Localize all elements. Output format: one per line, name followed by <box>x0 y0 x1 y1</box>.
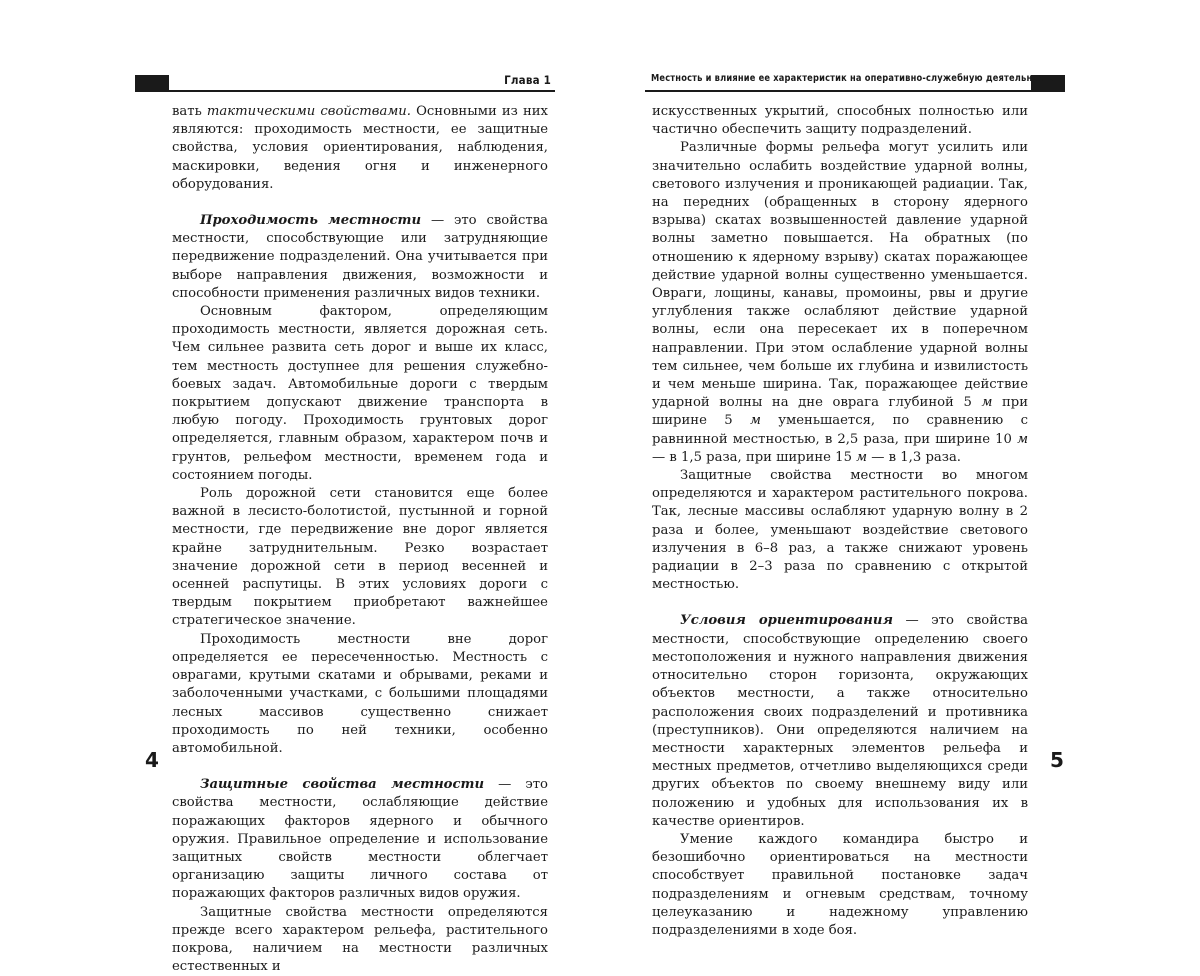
term-heading: Проходимость местности <box>200 213 422 229</box>
term-heading: Защитные свойства местности <box>200 777 485 793</box>
paragraph: искусственных укрытий, способных полностью или частично обеспечить защиту подразделений. <box>652 104 1028 138</box>
paragraph: Умение каждого командира быстро и безошибочно ориентироваться на местности способствует правильной постановке задач подразделениям и огневым средствам, точному целеуказанию и надежному управлению подразделениями в ходе боя. <box>652 831 1028 938</box>
right-running-header <box>645 75 1065 92</box>
unit: м <box>981 395 993 411</box>
text-run: уменьшается, по сравнению с равнинной местностью, в 2,5 раза, при ширине 10 <box>652 413 1028 447</box>
paragraph <box>172 776 548 903</box>
header-block-left <box>135 75 169 90</box>
text-run: — это свойства местности, способствующие определению своего местоположения и нужного направления движения относительно сторон горизонта, окружающих объектов местности, а также относительно расположения своих подразделений и противника (преступников). Они определяются наличием на местности характерных элементов рельефа и местных предметов, отчетливо выделяющихся среди других объектов по своему внешнему виду или положению и удобных для использования их в качестве ориентиров. <box>652 613 1028 829</box>
left-page-text <box>172 103 548 976</box>
paragraph: Защитные свойства местности определяются прежде всего характером рельефа, растительного покрова, наличием на местности различных естественных и <box>172 904 548 975</box>
chapter-title: Глава 1 <box>504 73 551 87</box>
paragraph <box>172 103 548 194</box>
text-run: вать <box>172 104 207 119</box>
paragraph: Защитные свойства местности во многом определяются и характером растительного покрова. Так, лесные массивы ослабляют ударную волну в 2 раза и более, уменьшают воздействие светового излучения в 6–8 раз, а также снижают уровень радиации в 2–3 раза по сравнению с открытой местностью. <box>652 468 1028 593</box>
text-run: Основными из них являются: проходимость местности, ее защитные свойства, условия ориентирования, наблюдения, маскировки, ведения огня и инженерного оборудования. <box>172 104 548 192</box>
text-run: — в 1,5 раза, при ширине 15 <box>652 449 857 465</box>
paragraph: Роль дорожной сети становится еще более важной в лесисто-болотистой, пустынной и горной местности, где передвижение вне дорог является крайне затруднительным. Резко возрастает значение дорожной сети в период весенней и осенней распутицы. В этих условиях дороги с твердым покрытием приобретают важнейшее стратегическое значение. <box>172 486 548 629</box>
text-run: — это свойства местности, ослабляющие действие поражающих факторов ядерного и обычного оружия. Правильное определение и использование защитных свойств местности облегчает организацию защиты личного состава от поражающих факторов различных видов оружия. <box>172 777 548 902</box>
text-run: при ширине 5 <box>652 395 1028 429</box>
page-number-left: 4 <box>145 748 159 772</box>
unit: м <box>856 449 868 465</box>
paragraph: Основным фактором, определяющим проходимость местности, является дорожная сеть. Чем сильнее развита сеть дорог и выше их класс, тем местность доступнее для решения служебно-боевых задач. Автомобильные дороги с твердым покрытием допускают движение транспорта в любую погоду. Проходимость грунтовых дорог определяется, главным образом, характером почв и грунтов, рельефом местности, временем года и состоянием погоды. <box>172 304 548 483</box>
term-heading: Условия ориентирования <box>680 613 893 629</box>
unit: м <box>1017 431 1028 447</box>
section-title: Местность и влияние ее характеристик на оперативно-служебную деятельность <box>651 73 1054 84</box>
text-run: — в 1,3 раза. <box>867 449 961 465</box>
right-page-text <box>652 103 1028 940</box>
paragraph <box>652 612 1028 830</box>
paragraph: Проходимость местности вне дорог определяется ее пересеченностью. Местность с оврагами, крутыми скатами и обрывами, реками и заболоченными участками, с большими площадями лесных массивов существенно снижает проходимость по ней техники, особенно автомобильной. <box>172 631 548 756</box>
text-run: — это свойства местности, способствующие или затрудняющие передвижение подразделений. Она учитывается при выборе направления движения, возможности и способности применения различных видов техники. <box>172 213 548 301</box>
unit: м <box>749 413 761 429</box>
left-running-header <box>135 75 555 92</box>
emphasis: тактическими свойствами. <box>206 104 411 119</box>
paragraph <box>652 139 1028 467</box>
paragraph <box>172 212 548 303</box>
text-run: Различные формы рельефа могут усилить или значительно ослабить воздействие ударной волны, светового излучения и проникающей радиации. Так, на передних (обращенных в сторону ядерного взрыва) скатах возвышенностей давление ударной волны заметно повышается. На обратных (по отношению к ядерному взрыву) скатах поражающее действие ударной волны существенно уменьшается. Овраги, лощины, канавы, промоины, рвы и другие углубления также ослабляют действие ударной волны, если она пересекает их в поперечном направлении. При этом ослабление ударной волны тем сильнее, чем больше их глубина и извилистость и чем меньше ширина. Так, поражающее действие ударной волны на дне оврага глубиной 5 <box>652 140 1028 411</box>
page-number-right: 5 <box>1050 748 1064 772</box>
